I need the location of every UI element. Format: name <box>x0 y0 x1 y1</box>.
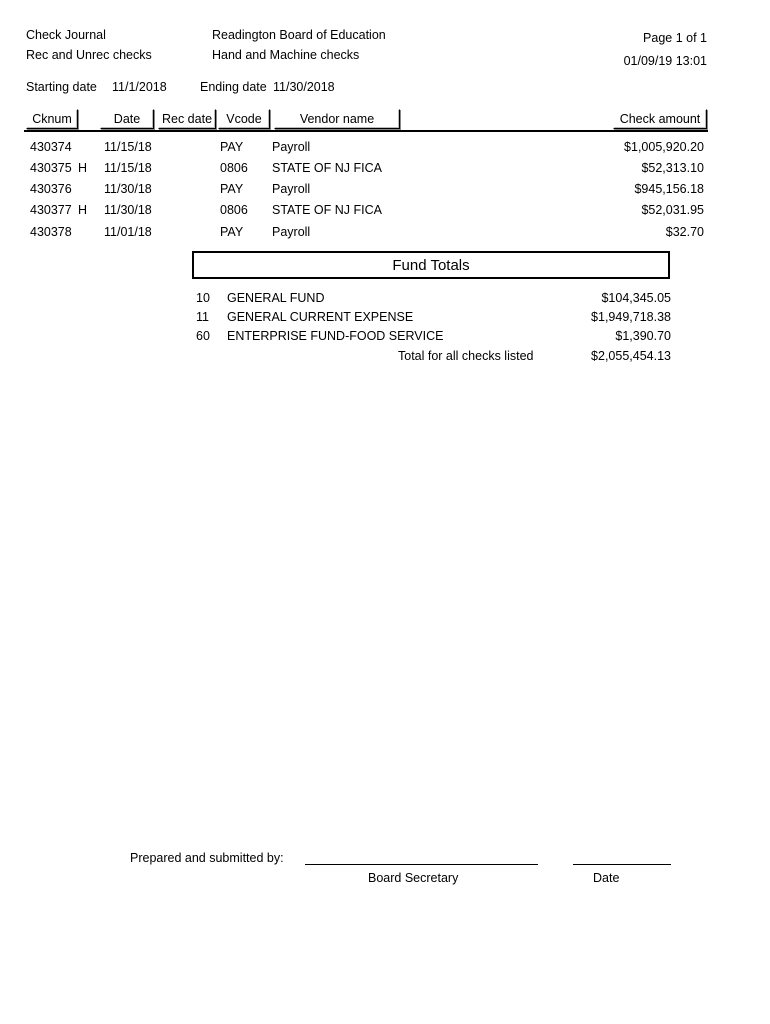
check-flag: H <box>78 203 88 217</box>
fund-totals-title: Fund Totals <box>192 251 670 279</box>
signature-line <box>305 864 538 865</box>
table-row <box>0 159 770 177</box>
fund-row <box>0 289 770 307</box>
org-name: Readington Board of Education <box>212 28 386 42</box>
check-amount: $32.70 <box>665 225 704 239</box>
vendor-name: Payroll <box>272 225 311 239</box>
page-indicator: Page 1 of 1 <box>643 31 707 45</box>
check-date: 11/01/18 <box>104 225 152 239</box>
vendor-name: STATE OF NJ FICA <box>272 161 382 175</box>
fund-name: GENERAL CURRENT EXPENSE <box>227 310 414 324</box>
check-amount: $52,031.95 <box>641 203 704 217</box>
table-row <box>0 201 770 219</box>
fund-name: ENTERPRISE FUND-FOOD SERVICE <box>227 329 444 343</box>
date-line <box>573 864 671 865</box>
ending-date-value: 11/30/2018 <box>273 80 335 94</box>
total-row <box>0 347 770 365</box>
vendor-code: PAY <box>220 140 244 154</box>
table-row <box>0 223 770 241</box>
check-amount: $1,005,920.20 <box>624 140 704 154</box>
report-subtitle: Rec and Unrec checks <box>26 48 152 62</box>
vendor-name: Payroll <box>272 182 311 196</box>
ending-date-label: Ending date <box>200 80 267 94</box>
header-rule <box>24 130 708 132</box>
vendor-code: 0806 <box>220 161 248 175</box>
total-amount: $2,055,454.13 <box>591 349 671 363</box>
check-date: 11/15/18 <box>104 161 152 175</box>
check-types: Hand and Machine checks <box>212 48 360 62</box>
fund-row <box>0 327 770 345</box>
starting-date-label: Starting date <box>26 80 97 94</box>
check-number: 430374 <box>30 140 72 154</box>
check-number: 430375 <box>30 161 72 175</box>
date-label: Date <box>593 871 620 885</box>
fund-amount: $1,949,718.38 <box>591 310 671 324</box>
vendor-code: PAY <box>220 182 244 196</box>
fund-code: 11 <box>196 310 209 324</box>
col-header-cknum: Cknum <box>26 109 78 129</box>
check-date: 11/15/18 <box>104 140 152 154</box>
fund-code: 60 <box>196 329 210 343</box>
table-row <box>0 180 770 198</box>
fund-row <box>0 308 770 326</box>
check-number: 430378 <box>30 225 72 239</box>
vendor-name: STATE OF NJ FICA <box>272 203 382 217</box>
fund-amount: $1,390.70 <box>615 329 671 343</box>
check-number: 430376 <box>30 182 72 196</box>
check-amount: $52,313.10 <box>641 161 704 175</box>
fund-name: GENERAL FUND <box>227 291 325 305</box>
col-header-vcode: Vcode <box>218 109 270 129</box>
check-date: 11/30/18 <box>104 203 152 217</box>
board-secretary-label: Board Secretary <box>368 871 459 885</box>
vendor-code: 0806 <box>220 203 248 217</box>
printed-timestamp: 01/09/19 13:01 <box>623 54 707 68</box>
check-flag: H <box>78 161 88 175</box>
table-row <box>0 138 770 156</box>
vendor-code: PAY <box>220 225 244 239</box>
fund-amount: $104,345.05 <box>601 291 671 305</box>
starting-date-value: 11/1/2018 <box>112 80 167 94</box>
vendor-name: Payroll <box>272 140 311 154</box>
col-header-date: Date <box>100 109 154 129</box>
fund-code: 10 <box>196 291 210 305</box>
col-header-vendor-name: Vendor name <box>274 109 400 129</box>
col-header-rec-date: Rec date <box>158 109 216 129</box>
report-title: Check Journal <box>26 28 106 42</box>
prepared-by-label: Prepared and submitted by: <box>130 851 284 865</box>
check-date: 11/30/18 <box>104 182 152 196</box>
total-label: Total for all checks listed <box>398 349 534 363</box>
check-number: 430377 <box>30 203 72 217</box>
col-header-check-amount: Check amount <box>613 109 707 129</box>
check-amount: $945,156.18 <box>634 182 704 196</box>
